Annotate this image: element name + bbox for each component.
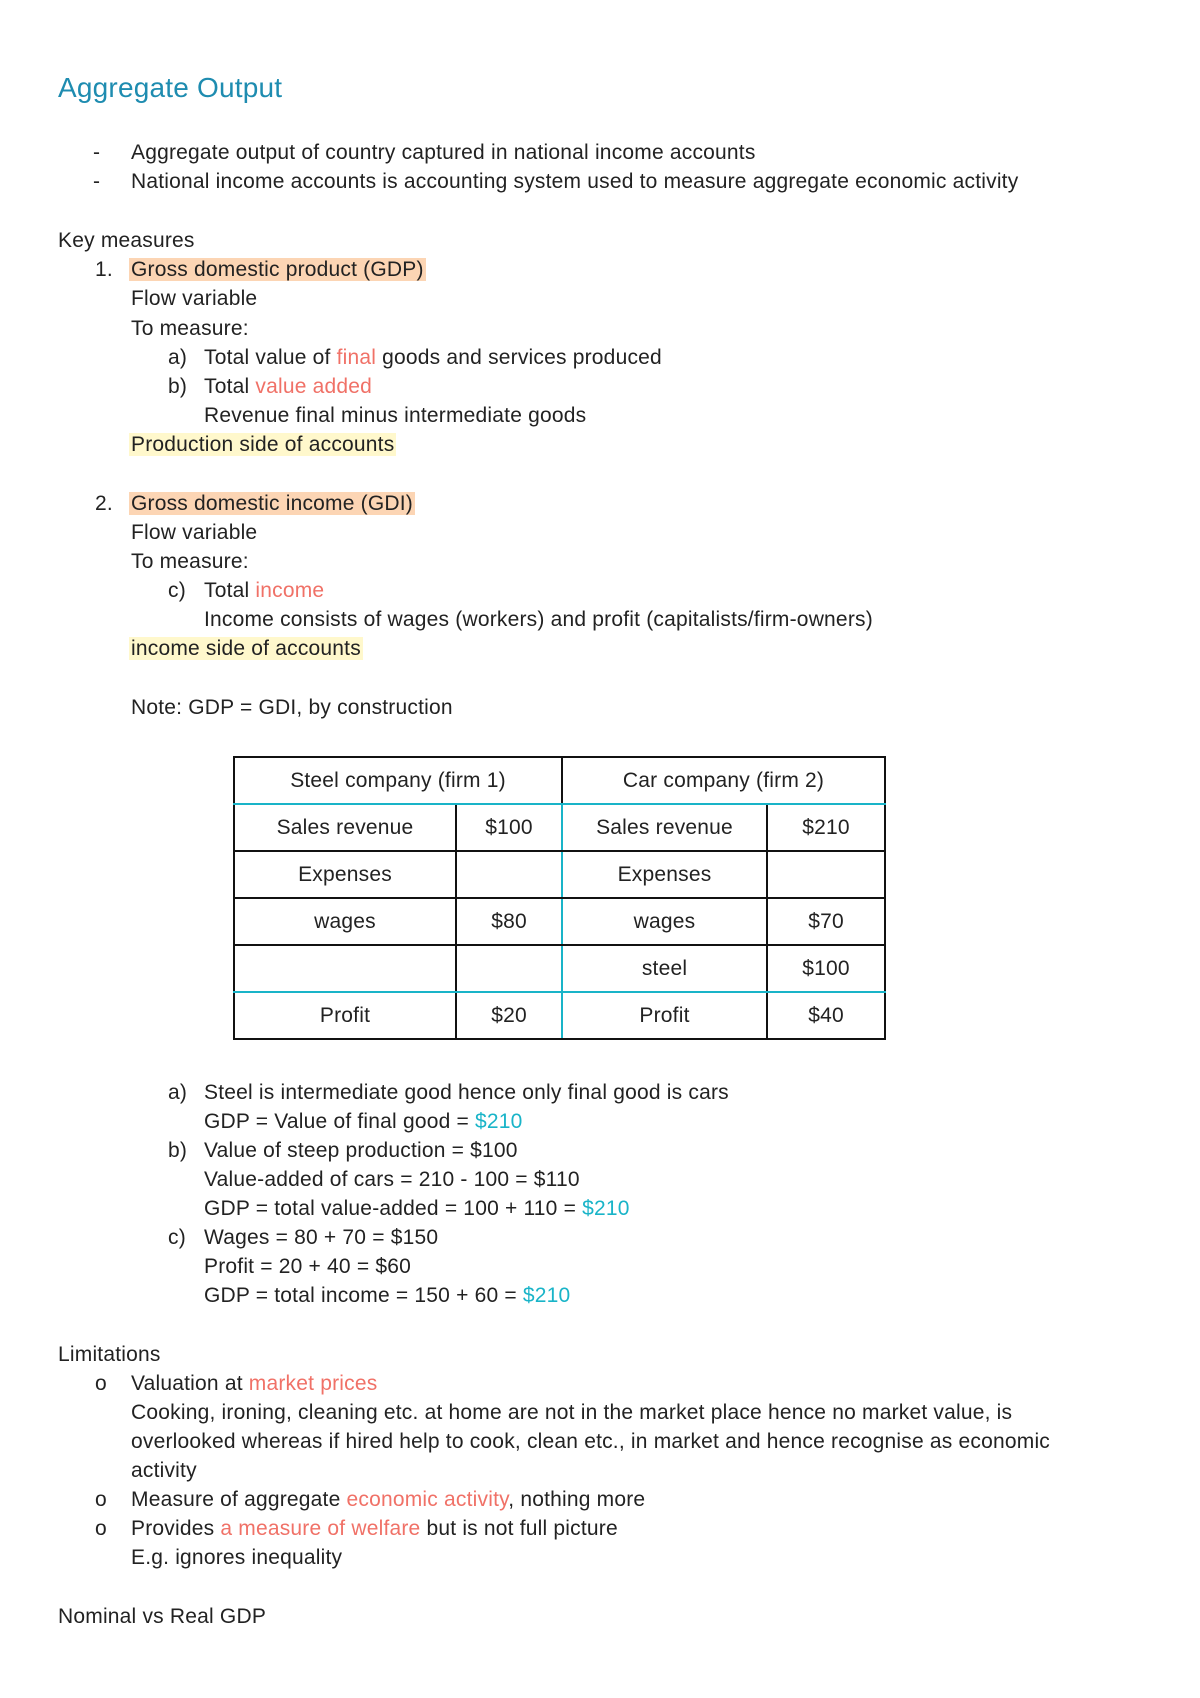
table-cell: $70 [767, 898, 885, 945]
gdp-method-a: Total value of final goods and services produced [204, 346, 662, 369]
table-cell: steel [562, 945, 767, 992]
limitation-3-detail: E.g. ignores inequality [131, 1546, 343, 1569]
table-header-firm2: Car company (firm 2) [562, 757, 885, 804]
highlight-measure-of-welfare: a measure of welfare [220, 1517, 421, 1540]
calc-c-line-2: Profit = 20 + 40 = $60 [204, 1255, 411, 1278]
list-letter: b) [168, 375, 188, 398]
table-row [234, 851, 885, 898]
limitation-1-detail-3: activity [131, 1459, 197, 1482]
key-measures-heading: Key measures [58, 229, 195, 252]
table-cell: Profit [562, 992, 767, 1039]
calc-c-line-3: GDP = total income = 150 + 60 = $210 [204, 1284, 571, 1307]
table-cell: $210 [767, 804, 885, 851]
highlight-final: final [336, 346, 377, 369]
gdp-name: Gross domestic product (GDP) [131, 258, 424, 281]
gdi-flow: Flow variable [131, 521, 258, 544]
dash-bullet: - [93, 170, 101, 193]
highlight-total: $210 [582, 1197, 630, 1220]
dash-bullet: - [93, 141, 101, 164]
table-cell: wages [234, 898, 456, 945]
gdi-method-c: Total income [204, 579, 325, 602]
table-cell: Sales revenue [234, 804, 456, 851]
table-cell: $100 [767, 945, 885, 992]
gdp-method-b-detail: Revenue final minus intermediate goods [204, 404, 587, 427]
list-letter: a) [168, 346, 188, 369]
table-header-row [234, 757, 885, 804]
limitation-2: Measure of aggregate economic activity, nothing more [131, 1488, 646, 1511]
calc-c-line-1: Wages = 80 + 70 = $150 [204, 1226, 439, 1249]
table-cell: Expenses [562, 851, 767, 898]
calc-a-line-1: Steel is intermediate good hence only final good is cars [204, 1081, 729, 1104]
table-cell: Profit [234, 992, 456, 1039]
limitation-1: Valuation at market prices [131, 1372, 378, 1395]
calc-b-line-1: Value of steep production = $100 [204, 1139, 518, 1162]
calc-a-line-2: GDP = Value of final good = $210 [204, 1110, 523, 1133]
gdi-to-measure: To measure: [131, 550, 249, 573]
note-line: Note: GDP = GDI, by construction [131, 696, 453, 719]
gdi-name: Gross domestic income (GDI) [131, 492, 413, 515]
highlight-income: income [255, 579, 325, 602]
limitation-1-detail-1: Cooking, ironing, cleaning etc. at home are not in the market place hence no market value, is [131, 1401, 1013, 1424]
table-cell: Expenses [234, 851, 456, 898]
table-row [234, 804, 885, 851]
table-cell: $80 [456, 898, 562, 945]
firm-accounts-table [233, 756, 886, 1040]
next-section-heading: Nominal vs Real GDP [58, 1605, 267, 1628]
table-cell: $40 [767, 992, 885, 1039]
table-cell: $20 [456, 992, 562, 1039]
circle-bullet: o [95, 1372, 107, 1395]
limitation-1-detail-2: overlooked whereas if hired help to cook, clean etc., in market and hence recognise as economic [131, 1430, 1051, 1453]
table-row [234, 945, 885, 992]
gdp-method-b: Total value added [204, 375, 373, 398]
table-cell [767, 851, 885, 898]
list-letter: c) [168, 1226, 186, 1249]
gdp-to-measure: To measure: [131, 317, 249, 340]
table-cell: $100 [456, 804, 562, 851]
circle-bullet: o [95, 1488, 107, 1511]
table-cell: Sales revenue [562, 804, 767, 851]
table-header-firm1: Steel company (firm 1) [234, 757, 562, 804]
highlight-value-added: value added [255, 375, 373, 398]
list-letter: c) [168, 579, 186, 602]
list-number: 2. [95, 492, 113, 515]
intro-line-1: Aggregate output of country captured in national income accounts [131, 141, 756, 164]
gdp-flow: Flow variable [131, 287, 258, 310]
highlight-total: $210 [522, 1284, 571, 1307]
limitations-heading: Limitations [58, 1343, 161, 1366]
circle-bullet: o [95, 1517, 107, 1540]
highlight-economic-activity: economic activity [346, 1488, 509, 1511]
list-letter: b) [168, 1139, 188, 1162]
income-side: income side of accounts [131, 637, 361, 660]
table-cell: wages [562, 898, 767, 945]
calc-b-line-2: Value-added of cars = 210 - 100 = $110 [204, 1168, 580, 1191]
gdp-heading [131, 257, 426, 283]
intro-line-2: National income accounts is accounting system used to measure aggregate economic activity [131, 170, 1019, 193]
calc-b-line-3: GDP = total value-added = 100 + 110 = $210 [204, 1197, 630, 1220]
table-cell [456, 945, 562, 992]
table-cell [234, 945, 456, 992]
table-row [234, 898, 885, 945]
highlight-market-prices: market prices [248, 1372, 378, 1395]
gdi-method-c-detail: Income consists of wages (workers) and profit (capitalists/firm-owners) [204, 608, 873, 631]
highlight-total: $210 [475, 1110, 523, 1133]
production-side: Production side of accounts [131, 433, 395, 456]
gdi-heading [131, 491, 415, 517]
page-title: Aggregate Output [58, 72, 283, 103]
list-number: 1. [95, 258, 113, 281]
table-cell [456, 851, 562, 898]
table-row [234, 992, 885, 1039]
limitation-3: Provides a measure of welfare but is not full picture [131, 1517, 618, 1540]
list-letter: a) [168, 1081, 188, 1104]
